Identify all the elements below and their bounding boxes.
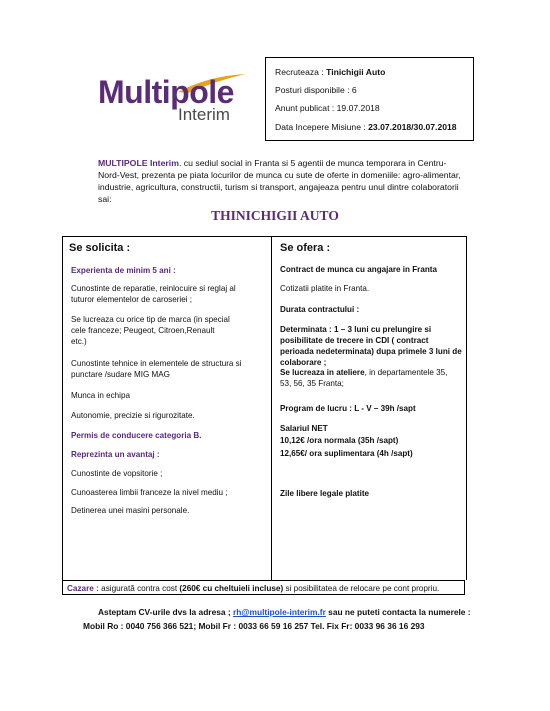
license-requirement: Permis de conducere categoria B. — [71, 431, 202, 440]
start-date-label: Data Incepere Misiune : — [275, 122, 366, 132]
contributions: Cotizatii platite in Franta. — [280, 284, 370, 293]
intro-paragraph — [98, 157, 468, 205]
workshop-bold: Se lucreaza in ateliere — [280, 368, 365, 377]
requirement-item: Munca in echipa — [71, 391, 130, 400]
accommodation-text-end: si posibilitatea de relocare pe cont propriu. — [283, 584, 440, 593]
requirement-item: Autonomie, precizie si rigurozitate. — [71, 411, 195, 420]
advantage-item: Cunostinte de vopsitorie ; — [71, 469, 163, 478]
posts-label: Posturi disponibile : — [275, 85, 350, 95]
posts-line — [275, 85, 357, 95]
advantage-item: Detinerea unei masini personale. — [71, 506, 190, 515]
accommodation-label: Cazare : — [67, 584, 99, 593]
accommodation-text: asigurată contra cost — [98, 584, 180, 593]
intro-brand: MULTIPOLE Interim — [98, 158, 179, 168]
requirement-item: Cunostinte de reparatie, reinlocuire si reglaj al tuturor elementelor de caroseriei ; — [71, 284, 236, 304]
recruiting-value: Tinichigii Auto — [326, 67, 386, 77]
job-info-box — [265, 57, 474, 141]
offer-column — [271, 236, 467, 580]
schedule: Program de lucru : L - V – 39h /sapt — [280, 404, 416, 413]
job-heading: THINICHIGII AUTO — [211, 208, 339, 223]
phone-numbers: Mobil Ro : 0040 756 366 521; Mobil Fr : 0033 66 59 16 257 Tel. Fix Fr: 0033 96 36 16 293 — [83, 621, 425, 631]
recruiting-line — [275, 67, 385, 77]
contact-line — [98, 607, 471, 617]
published-line — [275, 103, 380, 113]
company-logo — [98, 74, 248, 128]
accommodation-box — [62, 580, 465, 595]
contact-intro: Asteptam CV-urile dvs la adresa ; — [98, 607, 233, 617]
workshop-info — [280, 367, 460, 389]
requirement-item: Cunostinte tehnice in elementele de structura si punctare /sudare MIG MAG — [71, 359, 242, 379]
email-link[interactable]: rh@multipole-interim.fr — [232, 607, 326, 617]
start-date-line — [275, 122, 457, 132]
experience-label: Experienta de minim 5 ani : — [71, 266, 176, 275]
offer-title: Se ofera : — [280, 242, 331, 254]
intro-text: . cu sediul social in Franta si 5 agentii de munca temporara in Centru-Nord-Vest, prezenta pe piata locurilor de munca cu sute de oferte in domeniile: agro-alimentar, industrie, agricultura, constructii, turism si transport, angajeaza pentru unul dintre colaboratorii sai: — [98, 158, 461, 204]
salary-label: Salariul NET — [280, 424, 328, 433]
requirements-title: Se solicita : — [69, 242, 131, 254]
posts-value: 6 — [351, 85, 357, 95]
contract-type: Contract de munca cu angajare in Franta — [280, 265, 437, 274]
requirement-item: Se lucreaza cu orice tip de marca (in special cele franceze; Peugeot, Citroen,Renault etc.) — [71, 315, 230, 346]
accommodation-cost: (260€ cu cheltuieli incluse) — [179, 584, 284, 593]
salary-overtime: 12,65€/ ora suplimentara (4h /sapt) — [280, 449, 413, 458]
recruiting-label: Recruteaza : — [275, 67, 324, 77]
advantage-label: Reprezinta un avantaj : — [71, 450, 160, 459]
start-date-value: 23.07.2018/30.07.2018 — [368, 122, 457, 132]
logo-sub-text: Interim — [178, 105, 230, 124]
holidays: Zile libere legale platite — [280, 489, 370, 498]
salary-normal: 10,12€ /ora normala (35h /sapt) — [280, 436, 399, 445]
published-value: 19.07.2018 — [336, 103, 380, 113]
duration-text: Determinata : 1 – 3 luni cu prelungire si posibilitate de trecere in CDI ( contract perioada nedeterminata) dupa primele 3 luni de colaborare ; — [280, 325, 462, 367]
requirements-column — [62, 236, 271, 581]
contact-outro: sau ne puteti contacta la numerele : — [325, 607, 471, 617]
workshop-rest: , in departamentele 35, 53, 56, 35 Franta; — [280, 368, 448, 388]
duration-label: Durata contractului : — [280, 305, 360, 314]
advantage-item: Cunoasterea limbii franceze la nivel mediu ; — [71, 488, 228, 497]
published-label: Anunt publicat : — [275, 103, 335, 113]
logo-brand-text: Multipole — [98, 74, 234, 110]
